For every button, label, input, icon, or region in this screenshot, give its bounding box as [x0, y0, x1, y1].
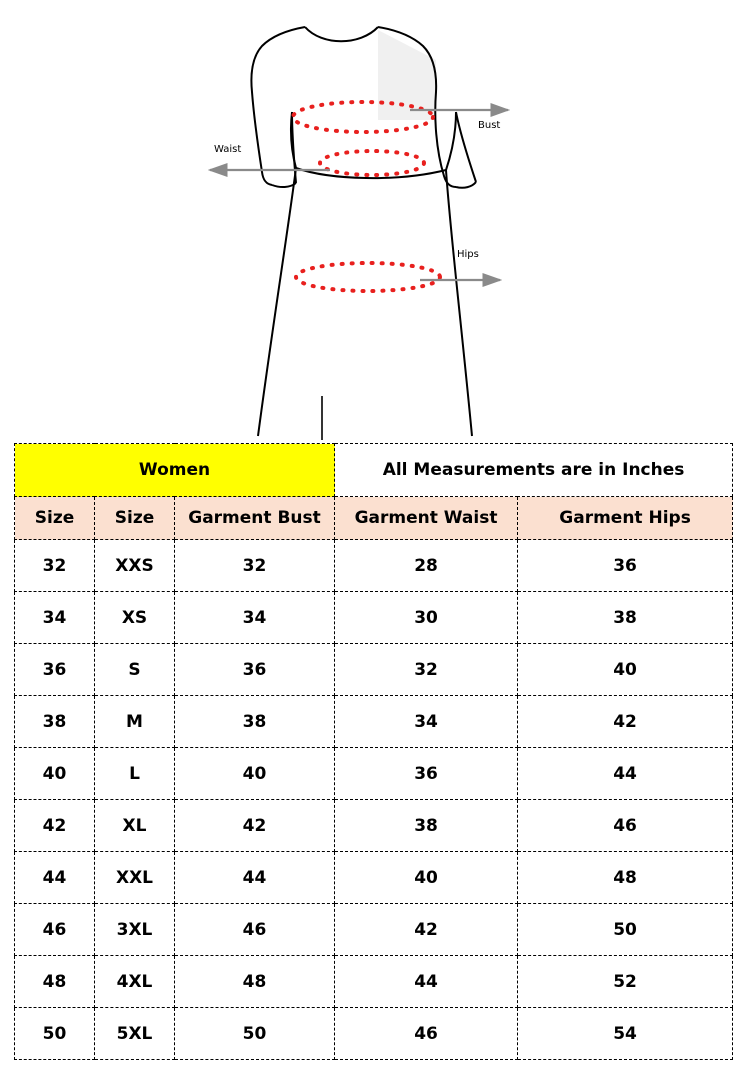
- table-cell: 36: [518, 540, 733, 592]
- column-header: Garment Hips: [518, 497, 733, 540]
- column-header: Size: [95, 497, 175, 540]
- table-row: [15, 696, 733, 748]
- table-cell: 40: [15, 748, 95, 800]
- table-cell: 46: [518, 800, 733, 852]
- table-cell: 36: [335, 748, 518, 800]
- table-row: [15, 956, 733, 1008]
- dress-outline: [251, 27, 476, 440]
- table-cell: 36: [15, 644, 95, 696]
- table-cell: 28: [335, 540, 518, 592]
- column-header: Garment Bust: [175, 497, 335, 540]
- table-row: [15, 748, 733, 800]
- table-cell: 50: [175, 1008, 335, 1060]
- table-cell: XL: [95, 800, 175, 852]
- table-header-row: [15, 497, 733, 540]
- table-cell: 36: [175, 644, 335, 696]
- table-cell: 54: [518, 1008, 733, 1060]
- bust-label: Bust: [478, 120, 501, 131]
- table-cell: L: [95, 748, 175, 800]
- table-cell: 46: [335, 1008, 518, 1060]
- table-row: [15, 1008, 733, 1060]
- table-row: [15, 800, 733, 852]
- waist-label: Waist: [214, 144, 242, 155]
- table-cell: 34: [175, 592, 335, 644]
- table-cell: 38: [518, 592, 733, 644]
- table-cell: 38: [335, 800, 518, 852]
- table-cell: 3XL: [95, 904, 175, 956]
- table-cell: 40: [518, 644, 733, 696]
- table-cell: 52: [518, 956, 733, 1008]
- table-cell: 50: [518, 904, 733, 956]
- dress-shading: [378, 30, 436, 120]
- table-cell: S: [95, 644, 175, 696]
- title-measurements: All Measurements are in Inches: [335, 444, 733, 497]
- waist-measure-ellipse: [320, 151, 424, 175]
- table-cell: 42: [518, 696, 733, 748]
- table-cell: M: [95, 696, 175, 748]
- table-cell: 4XL: [95, 956, 175, 1008]
- table-cell: 32: [15, 540, 95, 592]
- table-cell: 38: [175, 696, 335, 748]
- table-cell: 48: [15, 956, 95, 1008]
- hips-measure-ellipse: [296, 263, 440, 291]
- table-cell: 44: [518, 748, 733, 800]
- column-header: Size: [15, 497, 95, 540]
- table-row: [15, 540, 733, 592]
- table-cell: 48: [175, 956, 335, 1008]
- table-cell: 44: [175, 852, 335, 904]
- table-cell: 42: [15, 800, 95, 852]
- table-row: [15, 644, 733, 696]
- table-cell: 34: [15, 592, 95, 644]
- table-cell: 32: [335, 644, 518, 696]
- table-row: [15, 904, 733, 956]
- table-cell: 44: [15, 852, 95, 904]
- size-chart-table-wrap: [14, 443, 732, 1060]
- table-row: [15, 592, 733, 644]
- table-row: [15, 852, 733, 904]
- table-cell: 40: [175, 748, 335, 800]
- hips-label: Hips: [457, 249, 479, 260]
- table-cell: 42: [335, 904, 518, 956]
- table-title-row: [15, 444, 733, 497]
- title-women: Women: [15, 444, 335, 497]
- table-cell: 5XL: [95, 1008, 175, 1060]
- body-measurement-illustration: [0, 0, 746, 440]
- table-cell: 34: [335, 696, 518, 748]
- table-cell: 32: [175, 540, 335, 592]
- table-cell: 42: [175, 800, 335, 852]
- table-cell: 44: [335, 956, 518, 1008]
- column-header: Garment Waist: [335, 497, 518, 540]
- size-chart-table: [14, 443, 733, 1060]
- table-cell: 46: [175, 904, 335, 956]
- table-cell: XXL: [95, 852, 175, 904]
- table-cell: 38: [15, 696, 95, 748]
- table-cell: XXS: [95, 540, 175, 592]
- table-cell: 50: [15, 1008, 95, 1060]
- table-cell: 40: [335, 852, 518, 904]
- table-cell: 46: [15, 904, 95, 956]
- table-cell: 48: [518, 852, 733, 904]
- table-cell: 30: [335, 592, 518, 644]
- table-cell: XS: [95, 592, 175, 644]
- dress-figure-svg: [0, 0, 746, 440]
